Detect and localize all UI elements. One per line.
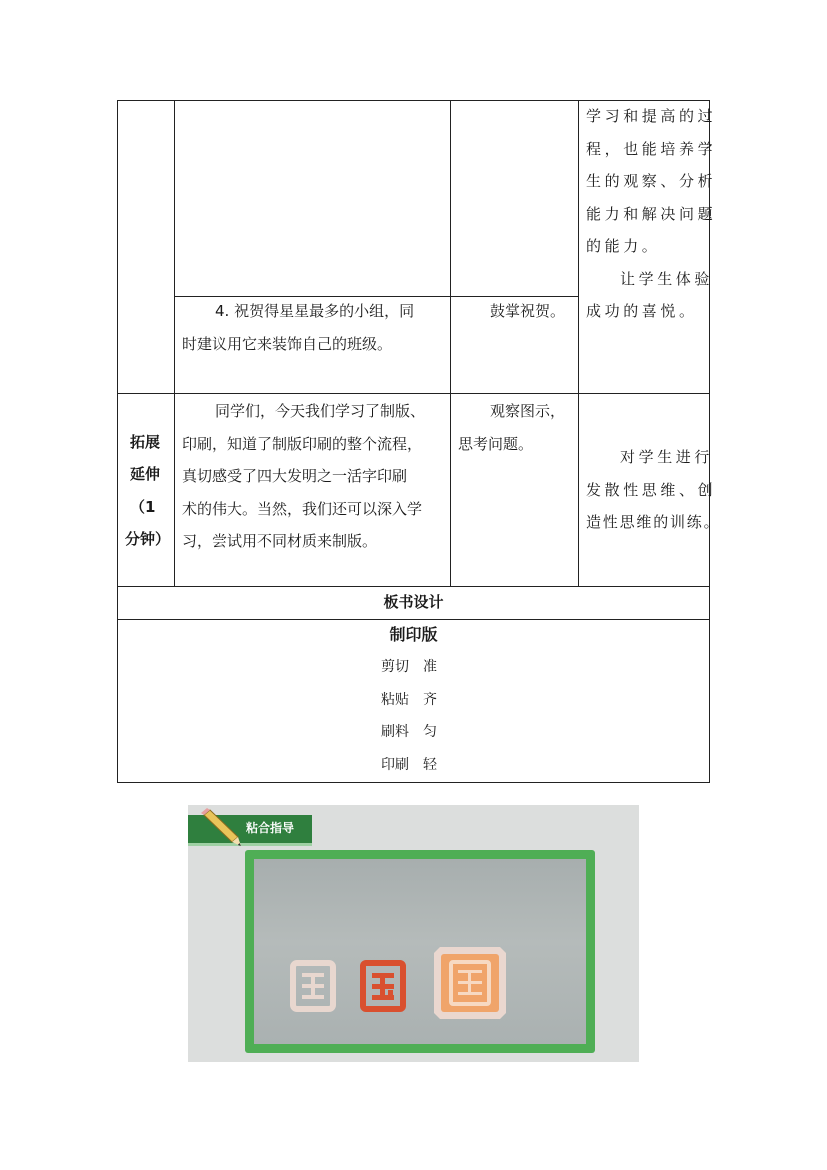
teacher-activity-line-1: 4. 祝贺得星星最多的小组，同 xyxy=(215,302,415,320)
pencil-icon xyxy=(198,807,242,847)
purpose-line-4: 能力和解决问题 xyxy=(586,205,717,223)
purpose-line-3: 生的观察、分析 xyxy=(586,172,717,190)
table-border-left xyxy=(117,100,118,782)
board-surface xyxy=(254,859,586,1044)
student-activity: 鼓掌祝贺。 xyxy=(490,302,566,320)
picture-tag-label: 粘合指导 xyxy=(246,821,295,835)
stage-label-line-4: 分钟） xyxy=(125,530,171,548)
purpose-line-5: 的能力。 xyxy=(586,237,661,255)
extension-purpose-line-2: 发散性思维、创 xyxy=(586,481,717,499)
table-border-bottom xyxy=(117,782,710,783)
board-design-title: 制印版 xyxy=(389,625,438,644)
gluing-guide-picture xyxy=(188,805,639,1062)
extension-purpose-line-1: 对学生进行 xyxy=(620,448,714,466)
extension-student-line-1: 观察图示， xyxy=(490,402,566,420)
extension-teacher-line-4: 术的伟大。当然，我们还可以深入学 xyxy=(182,500,423,518)
extension-teacher-line-3: 真切感受了四大发明之一活字印刷 xyxy=(182,467,408,485)
extension-purpose-line-3: 造性思维的训练。 xyxy=(586,513,721,531)
stamp-glyph-red xyxy=(360,959,406,1013)
stamp-glyph-outline xyxy=(290,959,336,1013)
stage-label-line-3: （1 xyxy=(130,498,156,516)
col-divider-1 xyxy=(174,100,175,586)
stage-label-line-2: 延伸 xyxy=(130,465,161,483)
col-divider-3 xyxy=(578,100,579,586)
extension-teacher-line-2: 印刷，知道了制版印刷的整个流程， xyxy=(182,435,423,453)
stamp-block-orange xyxy=(434,947,506,1019)
purpose-line-1: 学习和提高的过 xyxy=(586,107,717,125)
board-design-line-3: 刷料 匀 xyxy=(381,724,437,740)
purpose-line-2: 程，也能培养学 xyxy=(586,140,717,158)
board-design-line-2: 粘贴 齐 xyxy=(381,692,437,708)
extension-teacher-line-1: 同学们，今天我们学习了制版、 xyxy=(215,402,426,420)
stage-label-line-1: 拓展 xyxy=(130,433,161,451)
row-divider-extension xyxy=(117,393,710,394)
col-divider-2 xyxy=(450,100,451,586)
extension-student-line-2: 思考问题。 xyxy=(458,435,534,453)
purpose-line-7: 成功的喜悦。 xyxy=(586,302,698,320)
purpose-line-6: 让学生体验 xyxy=(620,270,714,288)
board-design-line-4: 印刷 轻 xyxy=(381,757,437,773)
green-board xyxy=(245,850,595,1053)
extension-teacher-line-5: 习，尝试用不同材质来制版。 xyxy=(182,532,378,550)
board-design-line-1: 剪切 准 xyxy=(381,659,437,675)
board-design-header: 板书设计 xyxy=(383,593,444,611)
teacher-activity-line-2: 时建议用它来装饰自己的班级。 xyxy=(182,335,393,353)
